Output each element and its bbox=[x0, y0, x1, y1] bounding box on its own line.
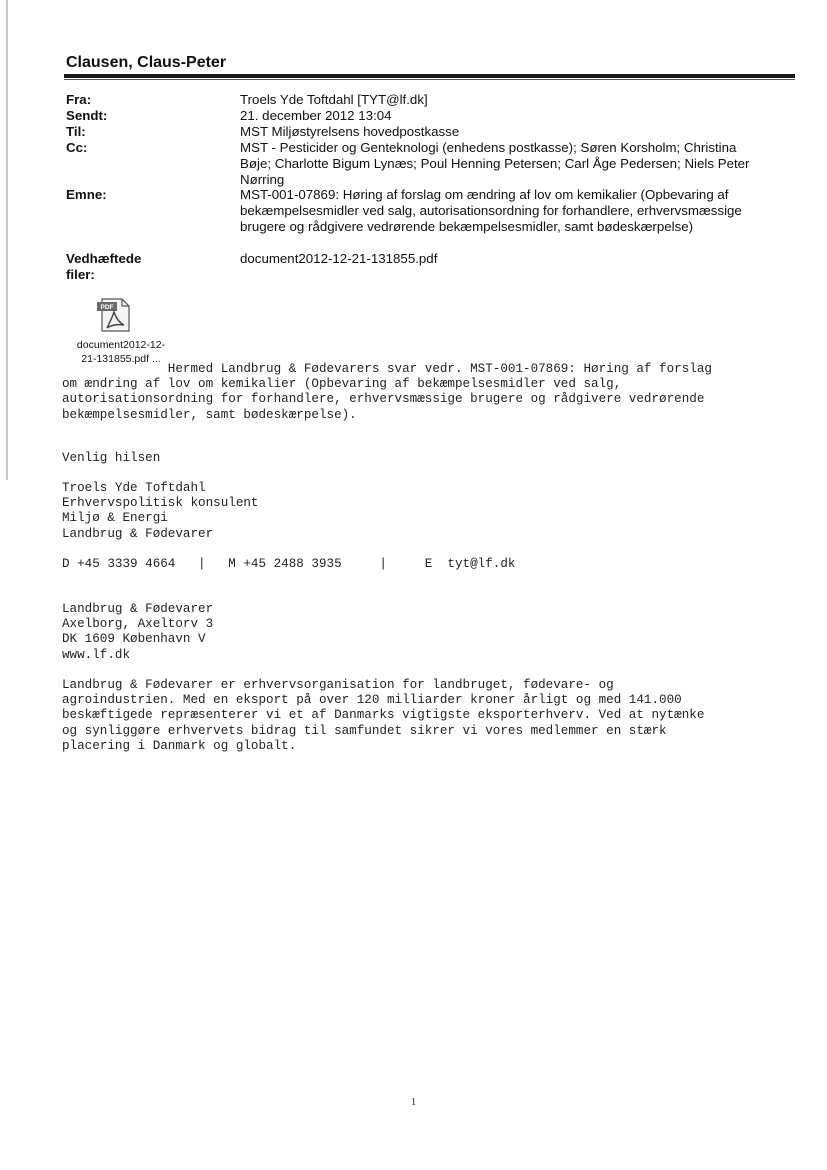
to-label: Til: bbox=[66, 124, 86, 139]
address-street: Axelborg, Axeltorv 3 bbox=[62, 617, 214, 632]
cc-value bbox=[240, 140, 785, 188]
attachments-label: Vedhæftede filer: bbox=[66, 251, 142, 282]
cc-value-line: Bøje; Charlotte Bigum Lynæs; Poul Henning Petersen; Carl Åge Pedersen; Niels Peter bbox=[240, 156, 750, 171]
description-line: agroindustrien. Med en eksport på over 120 milliarder kroner årligt og med 141.000 bbox=[62, 693, 682, 708]
page-number: 1 bbox=[410, 1096, 417, 1108]
pdf-icon-label: PDF bbox=[100, 304, 114, 311]
subject-value-line: MST-001-07869: Høring af forslag om ændring af lov om kemikalier (Opbevaring af bbox=[240, 187, 729, 202]
cc-label: Cc: bbox=[66, 140, 88, 155]
from-label: Fra: bbox=[66, 92, 92, 107]
sent-value: 21. december 2012 13:04 bbox=[240, 108, 392, 123]
subject-value-line: bekæmpelsesmidler ved salg, autorisationsordning for forhandlere, erhvervsmæssige bbox=[240, 203, 742, 218]
from-value: Troels Yde Toftdahl [TYT@lf.dk] bbox=[240, 92, 428, 107]
signature-title: Erhvervspolitisk konsulent bbox=[62, 496, 259, 511]
attachment-caption-line: 21-131855.pdf ... bbox=[81, 353, 161, 365]
greeting: Venlig hilsen bbox=[62, 451, 161, 465]
signature-name: Troels Yde Toftdahl bbox=[62, 481, 206, 495]
signature-block bbox=[62, 481, 259, 542]
attachment-caption-line: document2012-12- bbox=[76, 339, 166, 351]
to-value: MST Miljøstyrelsens hovedpostkasse bbox=[240, 124, 460, 139]
header-divider-thin bbox=[64, 79, 795, 80]
cc-value-line: MST - Pesticider og Genteknologi (enhedens postkasse); Søren Korsholm; Christina bbox=[240, 140, 737, 155]
description-line: og synliggøre erhvervets bidrag til samfundet sikrer vi vores medlemmer en stærk bbox=[62, 723, 667, 738]
message-line: Hermed Landbrug & Fødevarers svar vedr. MST-001-07869: Høring af forslag bbox=[62, 362, 712, 376]
address-city: DK 1609 København V bbox=[62, 632, 206, 647]
signature-department: Miljø & Energi bbox=[62, 511, 168, 526]
description-line: placering i Danmark og globalt. bbox=[62, 738, 297, 753]
description-line: Landbrug & Fødevarer er erhvervsorganisation for landbruget, fødevare- og bbox=[62, 678, 614, 692]
attachments-value[interactable]: document2012-12-21-131855.pdf bbox=[240, 251, 438, 266]
header-divider-thick bbox=[64, 74, 795, 78]
sent-label: Sendt: bbox=[66, 108, 108, 123]
message-line: autorisationsordning for forhandlere, erhvervsmæssige brugere og rådgivere vedrørende bbox=[62, 392, 705, 407]
message-line: om ændring af lov om kemikalier (Opbevaring af bekæmpelsesmidler ved salg, bbox=[62, 377, 622, 392]
address-organization: Landbrug & Fødevarer bbox=[62, 602, 214, 616]
message-intro bbox=[62, 362, 712, 423]
message-line: bekæmpelsesmidler, samt bødeskærpelse). bbox=[62, 407, 357, 422]
sender-name: Clausen, Claus-Peter bbox=[66, 54, 227, 71]
pdf-file-icon[interactable] bbox=[96, 298, 132, 332]
subject-value-line: brugere og rådgivere vedrørende bekæmpelsesmidler, samt bødeskærpelse) bbox=[240, 219, 694, 234]
cc-value-line: Nørring bbox=[240, 172, 285, 187]
organization-description bbox=[62, 678, 704, 754]
address-block bbox=[62, 602, 213, 663]
scan-edge-mark bbox=[6, 0, 8, 480]
address-website[interactable]: www.lf.dk bbox=[62, 647, 131, 662]
subject-label: Emne: bbox=[66, 187, 107, 202]
contact-line: D +45 3339 4664 | M +45 2488 3935 | E tyt@lf.dk bbox=[62, 557, 516, 571]
subject-value bbox=[240, 187, 785, 235]
signature-organization: Landbrug & Fødevarer bbox=[62, 526, 214, 541]
description-line: beskæftigede repræsenterer vi et af Danmarks vigtigste eksporterhverv. Ved at nytænke bbox=[62, 708, 705, 723]
